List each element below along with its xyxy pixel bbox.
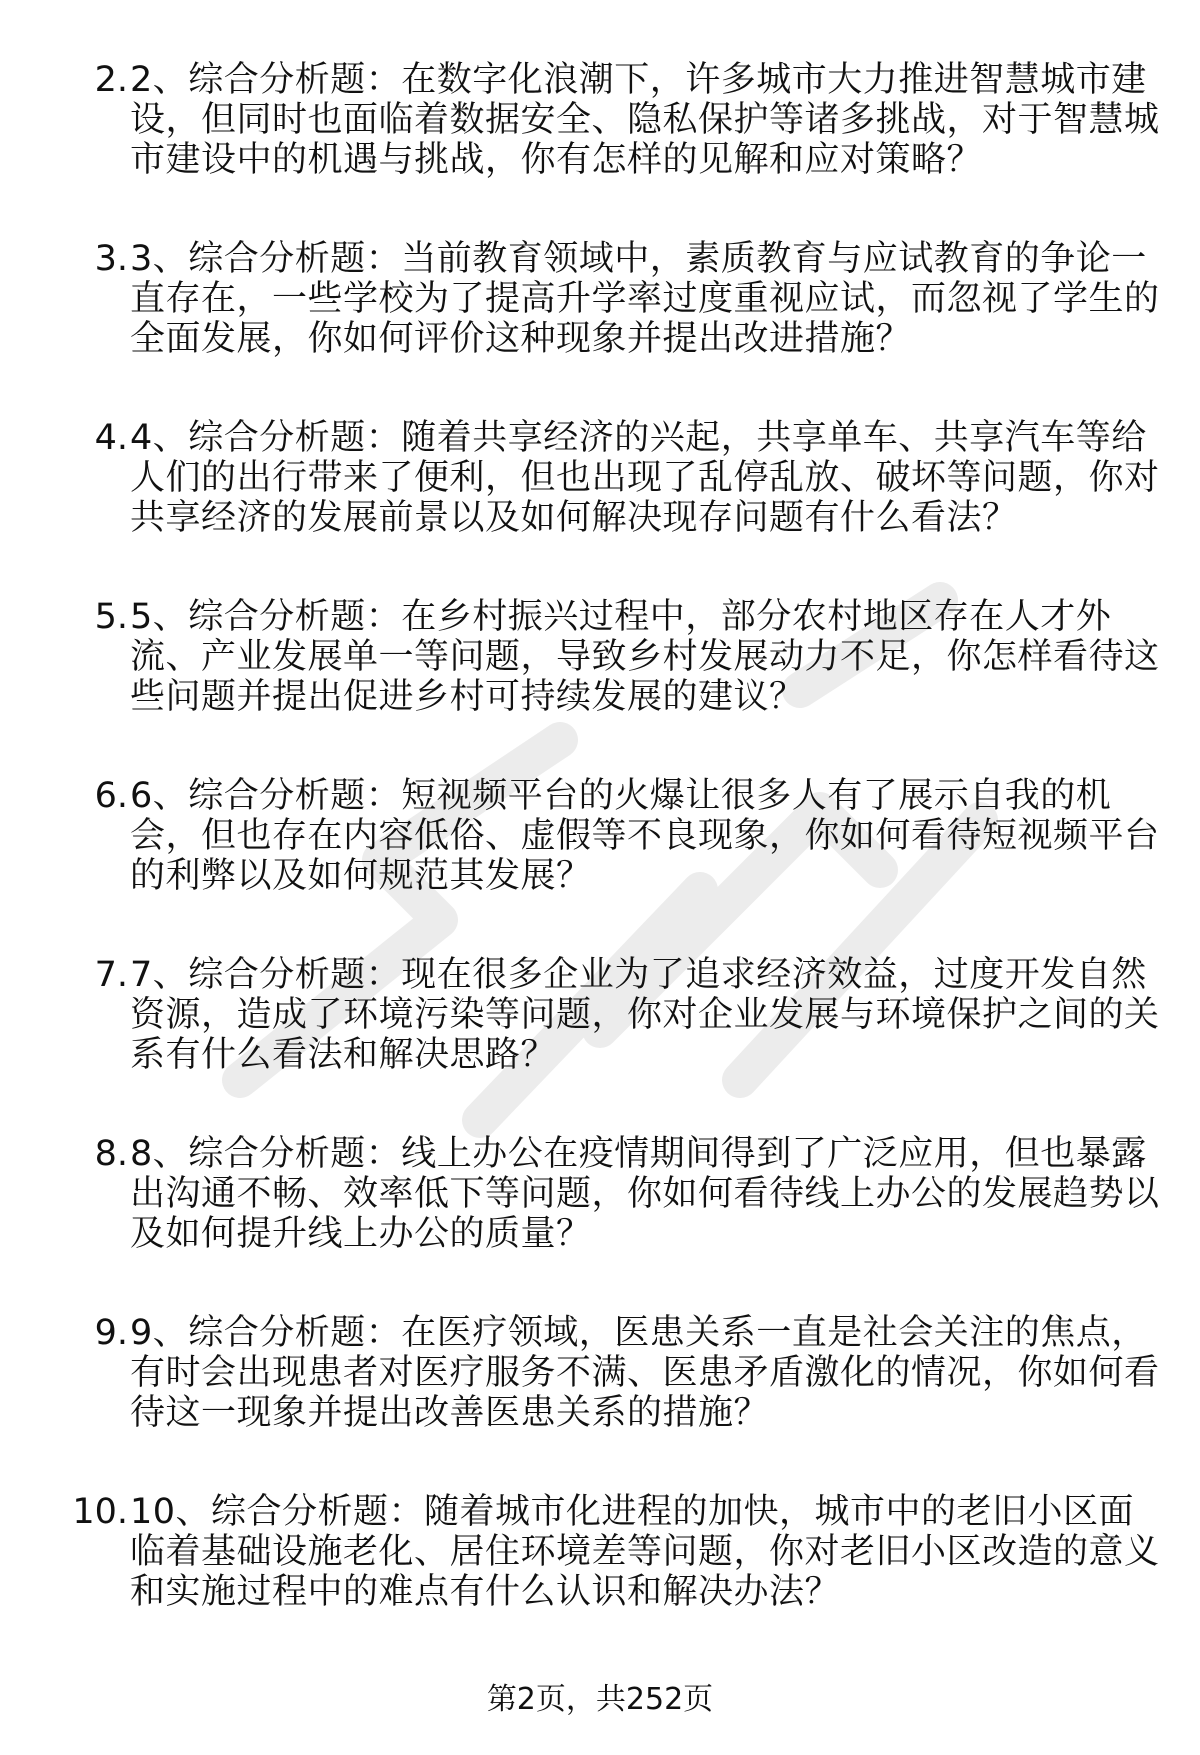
question-item [0, 418, 1200, 597]
question-text: 10、综合分析题：随着城市化进程的加快，城市中的老旧小区面临着基础设施老化、居住环境差等问题，你对老旧小区改造的意义和实施过程中的难点有什么认识和解决办法？ [130, 1492, 1160, 1612]
question-text: 5、综合分析题：在乡村振兴过程中，部分农村地区存在人才外流、产业发展单一等问题，导致乡村发展动力不足，你怎样看待这些问题并提出促进乡村可持续发展的建议？ [130, 597, 1160, 717]
question-text: 7、综合分析题：现在很多企业为了追求经济效益，过度开发自然资源，造成了环境污染等问题，你对企业发展与环境保护之间的关系有什么看法和解决思路？ [130, 955, 1160, 1075]
question-number: 6. [94, 776, 128, 816]
question-item [0, 597, 1200, 776]
question-text: 4、综合分析题：随着共享经济的兴起，共享单车、共享汽车等给人们的出行带来了便利，但也出现了乱停乱放、破坏等问题，你对共享经济的发展前景以及如何解决现存问题有什么看法？ [130, 418, 1160, 538]
question-item [0, 776, 1200, 955]
question-text: 9、综合分析题：在医疗领域，医患关系一直是社会关注的焦点，有时会出现患者对医疗服务不满、医患矛盾激化的情况，你如何看待这一现象并提出改善医患关系的措施？ [130, 1313, 1160, 1433]
question-text: 6、综合分析题：短视频平台的火爆让很多人有了展示自我的机会，但也存在内容低俗、虚假等不良现象，你如何看待短视频平台的利弊以及如何规范其发展？ [130, 776, 1160, 896]
question-number: 9. [94, 1313, 128, 1353]
question-text: 2、综合分析题：在数字化浪潮下，许多城市大力推进智慧城市建设，但同时也面临着数据安全、隐私保护等诸多挑战，对于智慧城市建设中的机遇与挑战，你有怎样的见解和应对策略？ [130, 60, 1160, 180]
question-item [0, 1134, 1200, 1313]
question-text: 3、综合分析题：当前教育领域中，素质教育与应试教育的争论一直存在，一些学校为了提高升学率过度重视应试，而忽视了学生的全面发展，你如何评价这种现象并提出改进措施？ [130, 239, 1160, 359]
question-number: 10. [72, 1492, 128, 1532]
question-number: 8. [94, 1134, 128, 1174]
question-number: 2. [94, 60, 128, 100]
question-item [0, 60, 1200, 239]
question-item [0, 239, 1200, 418]
question-item [0, 1492, 1200, 1671]
question-item [0, 1313, 1200, 1492]
question-list [0, 60, 1200, 1671]
question-number: 4. [94, 418, 128, 458]
question-item [0, 955, 1200, 1134]
question-number: 3. [94, 239, 128, 279]
question-number: 5. [94, 597, 128, 637]
question-number: 7. [94, 955, 128, 995]
page-footer: 第2页，共252页 [486, 1682, 714, 1717]
question-text: 8、综合分析题：线上办公在疫情期间得到了广泛应用，但也暴露出沟通不畅、效率低下等问题，你如何看待线上办公的发展趋势以及如何提升线上办公的质量？ [130, 1134, 1160, 1254]
